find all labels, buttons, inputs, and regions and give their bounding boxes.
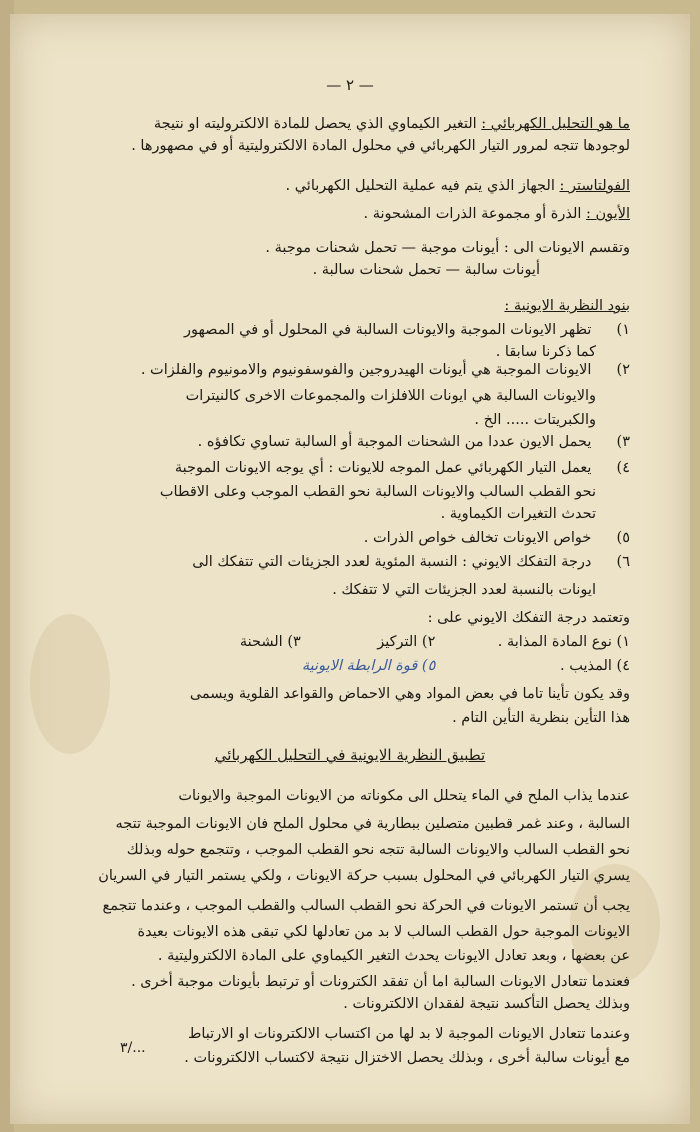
list-text: يحمل الايون عددا من الشحنات الموجبة أو السالبة تساوي تكافؤه .	[197, 434, 592, 450]
factor: ٢) التركيز	[377, 634, 436, 650]
list-text: كما ذكرنا سابقا .	[495, 344, 596, 360]
definition-line	[60, 238, 630, 258]
paragraph-line: عن بعضها ، وبعد تعادل الايونات يحدث التغير الكيماوي على المادة الالكتروليتية .	[157, 948, 630, 964]
definition-text: الذرة أو مجموعة الذرات المشحونة .	[363, 206, 582, 222]
definition-text: لوجودها تتجه لمرور التيار الكهربائي في محلول المادة الالكتروليتية أو في مصهورها .	[131, 138, 630, 154]
definition-line	[60, 114, 630, 134]
list-item	[60, 482, 596, 502]
list-item	[60, 504, 596, 524]
list-number: ٦)	[616, 554, 630, 570]
page-number: — ٢ —	[326, 76, 374, 94]
list-item	[60, 432, 630, 452]
list-number: ١)	[616, 322, 630, 338]
list-text: درجة التفكك الايوني : النسبة المئوية لعدد الجزيئات التي تتفكك الى	[192, 554, 592, 570]
list-item	[60, 386, 596, 406]
list-number: ٣)	[616, 434, 630, 450]
paragraph-line: عندما يذاب الملح في الماء يتحلل الى مكوناته من الايونات الموجبة والايونات	[178, 788, 630, 804]
list-item	[60, 458, 630, 478]
definition-line	[60, 260, 540, 280]
list-text: خواص الايونات تخالف خواص الذرات .	[363, 530, 592, 546]
list-text: الايونات الموجبة هي أيونات الهيدروجين والفوسفونيوم والامونيوم والفلزات .	[140, 362, 592, 378]
paragraph-line: وعندما تتعادل الايونات الموجبة لا بد لها من اكتساب الالكترونات او الارتباط	[187, 1026, 630, 1042]
definition-text: التغير الكيماوي الذي يحصل للمادة الالكتروليته او نتيجة	[153, 116, 477, 132]
factor: ١) نوع المادة المذابة .	[497, 634, 630, 650]
definition-term: الفولتاستر :	[559, 178, 630, 194]
factor: ٣) الشحنة	[239, 634, 301, 650]
paragraph-line: مع أيونات سالبة أخرى ، وبذلك يحصل الاختزال نتيجة لاكتساب الالكترونات .	[184, 1050, 630, 1066]
paragraph-line: الايونات الموجبة حول القطب السالب لا بد من تعادلها لكي تبقى هذه الايونات بعيدة	[137, 924, 630, 940]
application-title: تطبيق النظرية الايونية في التحليل الكهربائي	[214, 746, 486, 764]
list-item	[60, 360, 630, 380]
definition-text: الجهاز الذي يتم فيه عملية التحليل الكهربائي .	[285, 178, 555, 194]
paragraph-line: يجب أن تستمر الايونات في الحركة نحو القطب السالب والقطب الموجب ، وعندما تتجمع	[102, 898, 630, 914]
list-text: والكبريتات ..... الخ .	[474, 412, 596, 428]
definition-text: وتقسم الايونات الى : أيونات موجبة — تحمل شحنات موجبة .	[265, 240, 630, 256]
list-text: والايونات السالبة هي ايونات اللافلزات والمجموعات الاخرى كالنيترات	[185, 388, 596, 404]
list-item	[60, 410, 596, 430]
definition-line	[60, 204, 630, 224]
list-item	[60, 580, 596, 600]
ionization-line: هذا التأين بنظرية التأين التام .	[452, 710, 630, 726]
paragraph-line: السالبة ، وعند غمر قطبين متصلين ببطارية في محلول الملح فان الايونات الموجبة تتجه	[115, 816, 630, 832]
paragraph-line: وبذلك يحصل التأكسد نتيجة لفقدان الالكترونات .	[343, 996, 630, 1012]
list-number: ٢)	[616, 362, 630, 378]
list-text: يعمل التيار الكهربائي عمل الموجه للايونات : أي يوجه الايونات الموجبة	[174, 460, 592, 476]
paragraph-line: يسري التيار الكهربائي في المحلول بسبب حركة الايونات ، ولكي يستمر التيار في السريان	[98, 868, 630, 884]
definition-text: أيونات سالبة — تحمل شحنات سالبة .	[312, 262, 540, 278]
factors-row	[60, 656, 630, 676]
ionization-line: وقد يكون تأينا تاما في بعض المواد وهي الاحماض والقواعد القلوية ويسمى	[189, 686, 630, 702]
factor: ٤) المذيب .	[560, 658, 630, 674]
list-item	[60, 552, 630, 572]
depends-line: وتعتمد درجة التفكك الايوني على :	[427, 610, 630, 626]
definition-line	[60, 136, 630, 156]
factor-handwritten: ٥) قوة الرابطة الايونية	[301, 658, 436, 674]
definition-line	[60, 176, 630, 196]
list-number: ٥)	[616, 530, 630, 546]
factors-row	[60, 632, 630, 652]
list-text: تحدث التغيرات الكيماوية .	[440, 506, 596, 522]
list-text: تظهر الايونات الموجبة والايونات السالبة في المحلول أو في المصهور	[183, 322, 592, 338]
paragraph-line: نحو القطب السالب والايونات السالبة تتجه نحو القطب الموجب ، وتتجمع حوله وبذلك	[126, 842, 630, 858]
definition-term: الأيون :	[586, 206, 630, 222]
section-title: بنود النظرية الايونية :	[504, 298, 630, 314]
list-text: نحو القطب السالب والايونات السالبة نحو القطب الموجب وعلى الاقطاب	[159, 484, 596, 500]
list-item	[60, 342, 596, 362]
list-text: ايونات بالنسبة لعدد الجزيئات التي لا تتفكك .	[332, 582, 596, 598]
footer-page-ref: ٣/...	[120, 1040, 146, 1056]
definition-term: ما هو التحليل الكهربائي :	[481, 116, 630, 132]
list-item	[60, 320, 630, 340]
list-number: ٤)	[616, 460, 630, 476]
paragraph-line: فعندما تتعادل الايونات السالبة اما أن تفقد الكترونات أو ترتبط بأيونات موجبة أخرى .	[131, 974, 630, 990]
list-item	[60, 528, 630, 548]
